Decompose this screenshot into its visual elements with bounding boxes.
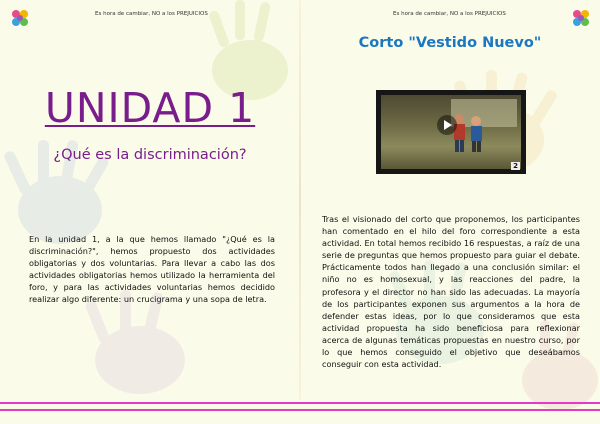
right-page — [300, 0, 600, 424]
colorful-hands-logo-icon — [10, 8, 30, 28]
header-slogan: Es hora de cambiar, NO a los PREJUICIOS — [393, 11, 506, 17]
play-icon[interactable] — [437, 115, 457, 135]
footer-rule-top — [0, 402, 600, 404]
activity-summary: Tras el visionado del corto que proponemos, los participantes han comentado en el hilo del foro correspondiente a esta actividad. En total hemos recibido 16 respuestas, a raíz de una serie de preguntas que hemos propuesto para guiar el debate. Prácticamente todos han llegado a una conclusión similar: el niño no es homosexual, y las reacciones del padre, la profesora y el director no han sido las adecuadas. La mayoría de los participantes exponen sus argumentos a la hora de defender estas ideas, por lo que consideramos que esta actividad propuesta ha sido beneficiosa para reflexionar acerca de algunas temáticas propuestas en nuestro curso, por lo que hemos conseguido el objetivo que deseábamos conseguir con esta actividad. — [322, 214, 580, 370]
unit-title: UNIDAD 1 — [44, 84, 256, 132]
video-channel-badge: 2 — [513, 162, 518, 170]
footer-rule-bottom — [0, 409, 600, 411]
video-section-title: Corto "Vestido Nuevo" — [358, 35, 542, 51]
video-player[interactable] — [376, 90, 526, 174]
unit-description: En la unidad 1, a la que hemos llamado "¿Qué es la discriminación?", hemos propuesto dos actividades obligatorias y dos voluntarias. Para llevar a cabo las dos actividades obligatorias hemos utilizado la herramienta del foro, y para las actividades voluntarias hemos decidido realizar algo diferente: un crucigrama y una sopa de letra. — [29, 234, 275, 305]
colorful-hands-logo-icon — [571, 8, 591, 28]
header-slogan: Es hora de cambiar, NO a los PREJUICIOS — [95, 11, 208, 17]
unit-subtitle: ¿Qué es la discriminación? — [53, 147, 247, 163]
